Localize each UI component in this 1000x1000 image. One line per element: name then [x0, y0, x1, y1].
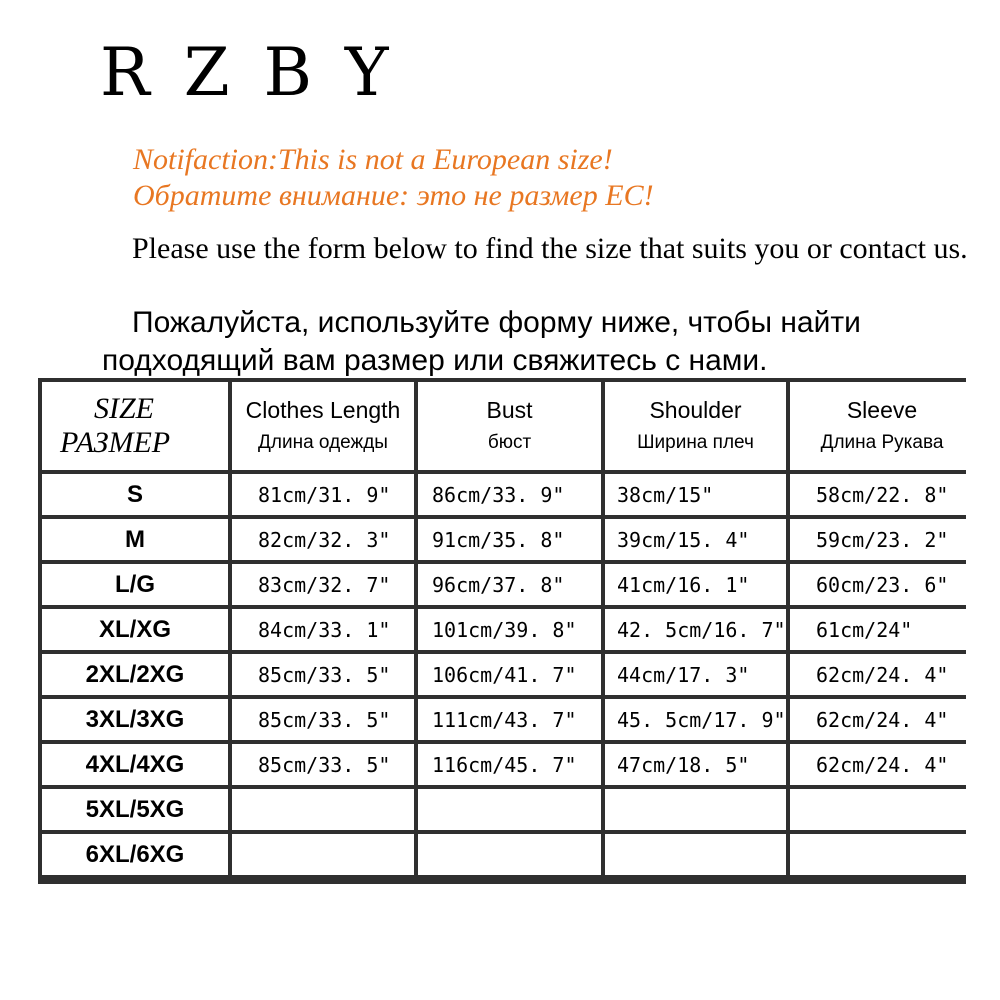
- column-header-ru: Ширина плеч: [637, 432, 754, 453]
- column-header-shoulder: [605, 382, 786, 470]
- column-header-ru: Длина одежды: [258, 432, 388, 453]
- measurement-cell-shoulder: 42. 5cm/16. 7": [605, 609, 786, 650]
- measurement-cell-bust: 116cm/45. 7": [418, 744, 601, 785]
- measurement-cell-bust: 96cm/37. 8": [418, 564, 601, 605]
- brand-logo: RZBY: [100, 34, 423, 111]
- column-header-sleeve: [790, 382, 974, 470]
- measurement-cell-sleeve: 62cm/24. 4": [790, 744, 974, 785]
- measurement-cell-sleeve: 62cm/24. 4": [790, 699, 974, 740]
- notice-ru: Обратите внимание: это не размер ЕС!: [133, 179, 654, 212]
- measurement-cell-shoulder: 47cm/18. 5": [605, 744, 786, 785]
- column-header-ru: Длина Рукава: [820, 432, 944, 453]
- notice-en: Notifaction:This is not a European size!: [133, 143, 613, 176]
- measurement-cell-sleeve: [790, 789, 974, 830]
- measurement-cell-sleeve: [790, 834, 974, 875]
- size-label: 4XL/4XG: [42, 744, 228, 785]
- measurement-cell-clothes-length: 85cm/33. 5": [232, 744, 414, 785]
- measurement-cell-shoulder: 38cm/15": [605, 474, 786, 515]
- measurement-cell-bust: [418, 834, 601, 875]
- measurement-cell-clothes-length: 83cm/32. 7": [232, 564, 414, 605]
- size-label: L/G: [42, 564, 228, 605]
- measurement-cell-sleeve: 58cm/22. 8": [790, 474, 974, 515]
- column-header-en: Bust: [486, 397, 533, 423]
- measurement-cell-clothes-length: 85cm/33. 5": [232, 654, 414, 695]
- intro-text-ru: Пожалуйста, используйте форму ниже, чтобы найти подходящий вам размер или свяжитесь с нами.: [102, 306, 861, 377]
- size-label: 2XL/2XG: [42, 654, 228, 695]
- measurement-cell-clothes-length: 81cm/31. 9": [232, 474, 414, 515]
- size-header-ru: РАЗМЕР: [60, 426, 171, 459]
- measurement-cell-clothes-length: 82cm/32. 3": [232, 519, 414, 560]
- column-header-bust: [418, 382, 601, 470]
- column-header-ru: бюст: [487, 432, 532, 453]
- size-label: XL/XG: [42, 609, 228, 650]
- measurement-cell-bust: [418, 789, 601, 830]
- measurement-cell-clothes-length: [232, 834, 414, 875]
- measurement-cell-shoulder: [605, 834, 786, 875]
- size-label: 6XL/6XG: [42, 834, 228, 875]
- column-header-en: Clothes Length: [245, 397, 401, 423]
- size-column-header: [42, 382, 228, 470]
- measurement-cell-bust: 111cm/43. 7": [418, 699, 601, 740]
- measurement-cell-bust: 91cm/35. 8": [418, 519, 601, 560]
- measurement-cell-shoulder: 45. 5cm/17. 9": [605, 699, 786, 740]
- size-header-en: SIZE: [94, 392, 154, 425]
- size-label: 5XL/5XG: [42, 789, 228, 830]
- size-label: M: [42, 519, 228, 560]
- intro-text-en: Please use the form below to find the size that suits you or contact us.: [132, 232, 968, 265]
- column-header-clothes-length: [232, 382, 414, 470]
- measurement-cell-clothes-length: 84cm/33. 1": [232, 609, 414, 650]
- measurement-cell-shoulder: 44cm/17. 3": [605, 654, 786, 695]
- measurement-cell-bust: 86cm/33. 9": [418, 474, 601, 515]
- size-label: S: [42, 474, 228, 515]
- column-header-en: Shoulder: [649, 397, 742, 423]
- size-table: [38, 378, 966, 884]
- measurement-cell-clothes-length: [232, 789, 414, 830]
- measurement-cell-sleeve: 59cm/23. 2": [790, 519, 974, 560]
- column-header-en: Sleeve: [846, 397, 918, 423]
- measurement-cell-sleeve: 62cm/24. 4": [790, 654, 974, 695]
- measurement-cell-clothes-length: 85cm/33. 5": [232, 699, 414, 740]
- measurement-cell-bust: 101cm/39. 8": [418, 609, 601, 650]
- measurement-cell-bust: 106cm/41. 7": [418, 654, 601, 695]
- size-notice: [133, 142, 654, 214]
- measurement-cell-shoulder: 41cm/16. 1": [605, 564, 786, 605]
- measurement-cell-sleeve: 61cm/24": [790, 609, 974, 650]
- measurement-cell-shoulder: 39cm/15. 4": [605, 519, 786, 560]
- measurement-cell-shoulder: [605, 789, 786, 830]
- size-label: 3XL/3XG: [42, 699, 228, 740]
- measurement-cell-sleeve: 60cm/23. 6": [790, 564, 974, 605]
